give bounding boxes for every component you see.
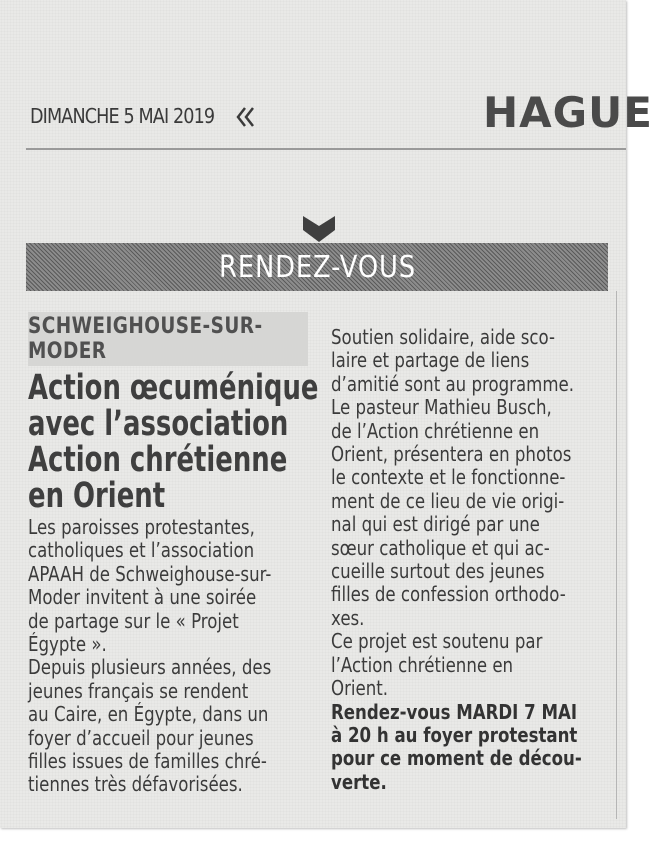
- section-banner-label: RENDEZ-VOUS: [218, 249, 416, 285]
- title-line: en Orient: [28, 476, 166, 516]
- body-line: laire et partage de liens: [331, 348, 530, 373]
- body-line: filles de confession orthodo-: [331, 582, 566, 607]
- event-detail-line: Rendez-vous MARDI 7 MAI: [331, 699, 578, 724]
- section-marker-icon: [303, 216, 335, 242]
- body-line: catholiques et l’association: [28, 538, 255, 563]
- body-line: d’amitié sont au programme.: [331, 371, 574, 396]
- body-line: tiennes très défavorisées.: [28, 772, 243, 797]
- header-date: DIMANCHE 5 MAI 2019: [30, 104, 215, 128]
- body-line: de partage sur le « Projet: [28, 608, 239, 633]
- body-line: au Caire, en Égypte, dans un: [28, 702, 269, 727]
- title-line: Action chrétienne: [28, 440, 288, 480]
- event-detail-line: verte.: [331, 769, 387, 794]
- body-line: sœur catholique et qui ac-: [331, 535, 550, 560]
- title-line: Action œcuménique: [28, 368, 319, 408]
- article-body-left: [28, 516, 312, 797]
- body-line: de l’Action chrétienne en: [331, 418, 540, 443]
- header-divider: [26, 148, 626, 150]
- body-line: Soutien solidaire, aide sco-: [331, 325, 555, 349]
- body-line: Orient.: [331, 676, 389, 701]
- title-line: avec l’association: [28, 404, 289, 444]
- body-line: Le pasteur Mathieu Busch,: [331, 395, 552, 420]
- body-line: xes.: [331, 605, 365, 630]
- newspaper-name: HAGUE: [483, 88, 653, 137]
- body-line: Orient, présentera en photos: [331, 442, 572, 467]
- article-body-right: [331, 326, 617, 794]
- body-line: jeunes français se rendent: [28, 678, 249, 703]
- body-line: le contexte et le fonctionne-: [331, 465, 566, 490]
- body-line: foyer d’accueil pour jeunes: [28, 725, 254, 750]
- body-line: l’Action chrétienne en: [331, 652, 514, 677]
- body-line: ment de ce lieu de vie origi-: [331, 488, 565, 513]
- kicker-line: MODER: [28, 339, 107, 364]
- article-kicker: [28, 312, 308, 366]
- event-detail-line: pour ce moment de décou-: [331, 746, 582, 771]
- body-line: APAAH de Schweighouse-sur-: [28, 561, 272, 586]
- body-line: nal qui est dirigé par une: [331, 512, 540, 537]
- chevron-left-icon: [236, 106, 256, 128]
- article-title: [28, 370, 324, 514]
- event-detail-line: à 20 h au foyer protestant: [331, 722, 578, 747]
- body-line: Depuis plusieurs années, des: [28, 655, 272, 680]
- body-line: Les paroisses protestantes,: [28, 515, 255, 539]
- body-line: Ce projet est soutenu par: [331, 629, 543, 654]
- body-line: Égypte ».: [28, 632, 107, 657]
- body-line: filles issues de familles chré-: [28, 749, 267, 774]
- body-line: cueille surtout des jeunes: [331, 559, 545, 584]
- body-line: Moder invitent à une soirée: [28, 585, 257, 610]
- section-banner: [26, 243, 608, 291]
- kicker-line: SCHWEIGHOUSE-SUR-: [28, 314, 263, 339]
